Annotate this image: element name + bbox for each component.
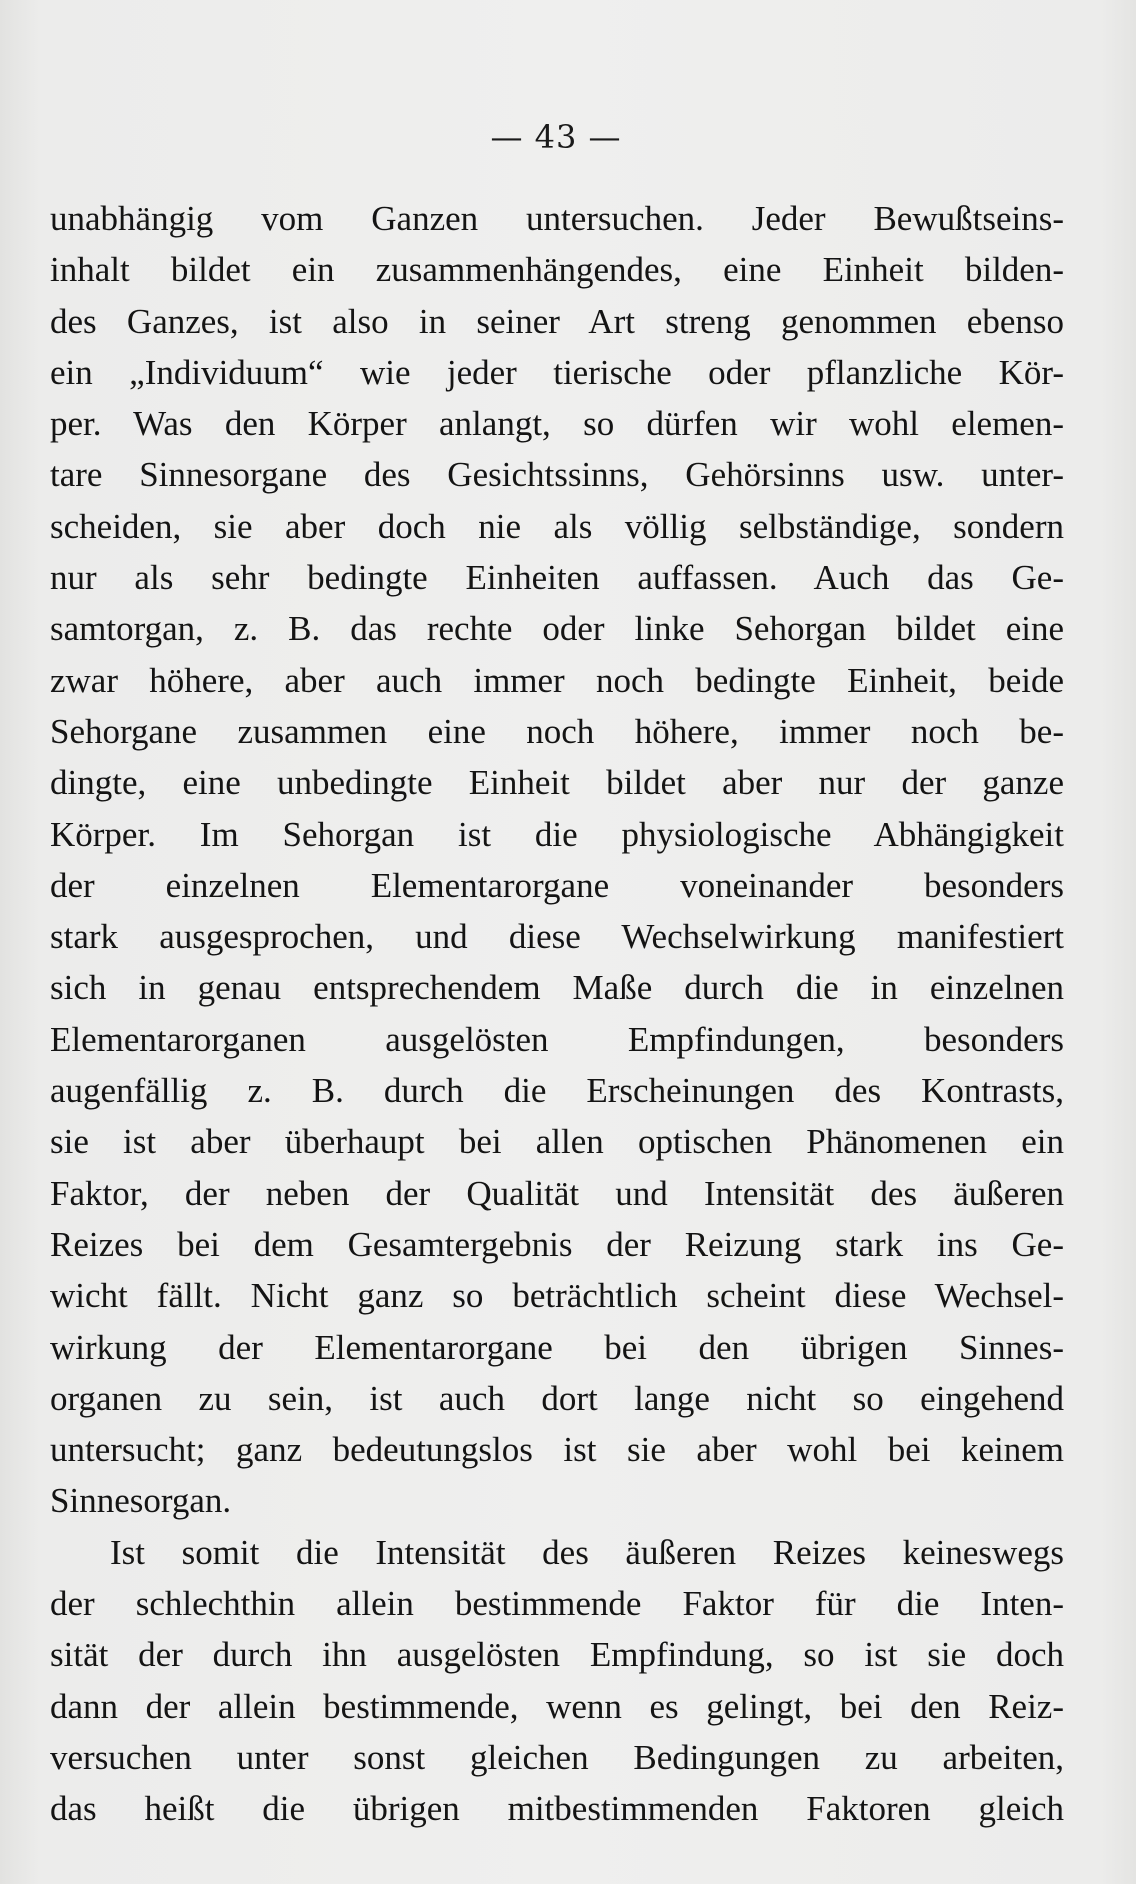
text-line: sie ist aber überhaupt bei allen optischen Phänomenen ein	[50, 1122, 1064, 1162]
text-line: Sehorgane zusammen eine noch höhere, immer noch be-	[50, 711, 1064, 751]
text-line: wirkung der Elementarorgane bei den übrigen Sinnes-	[50, 1327, 1064, 1367]
text-line: versuchen unter sonst gleichen Bedingungen zu arbeiten,	[50, 1737, 1064, 1777]
text-line: dann der allein bestimmende, wenn es gelingt, bei den Reiz-	[50, 1686, 1064, 1726]
text-line: samtorgan, z. B. das rechte oder linke Sehorgan bildet eine	[50, 609, 1064, 649]
text-line: sich in genau entsprechendem Maße durch die in einzelnen	[50, 968, 1064, 1008]
text-line: Sinnesorgan.	[50, 1481, 232, 1521]
text-line: des Ganzes, ist also in seiner Art streng genommen ebenso	[50, 301, 1064, 341]
text-line: der schlechthin allein bestimmende Faktor für die Inten-	[50, 1584, 1064, 1624]
text-line: untersucht; ganz bedeutungslos ist sie aber wohl bei keinem	[50, 1430, 1064, 1470]
text-line: inhalt bildet ein zusammenhängendes, eine Einheit bilden-	[50, 250, 1064, 290]
text-line: Körper. Im Sehorgan ist die physiologische Abhängigkeit	[50, 814, 1064, 854]
paragraph-2	[50, 1527, 1064, 1835]
text-line: ein „Individuum“ wie jeder tierische oder pflanzliche Kör-	[50, 352, 1064, 392]
text-line: wicht fällt. Nicht ganz so beträchtlich scheint diese Wechsel-	[50, 1276, 1064, 1316]
text-line: Ist somit die Intensität des äußeren Reizes keineswegs	[110, 1532, 1064, 1572]
text-line: sität der durch ihn ausgelösten Empfindung, so ist sie doch	[50, 1635, 1064, 1675]
text-line: organen zu sein, ist auch dort lange nicht so eingehend	[50, 1378, 1064, 1418]
text-line: dingte, eine unbedingte Einheit bildet aber nur der ganze	[50, 763, 1064, 803]
page-number: — 43 —	[490, 118, 622, 156]
text-line: scheiden, sie aber doch nie als völlig selbständige, sondern	[50, 506, 1064, 546]
text-line: augenfällig z. B. durch die Erscheinungen des Kontrasts,	[50, 1071, 1064, 1111]
paragraph-1	[50, 193, 1064, 1527]
text-line: das heißt die übrigen mitbestimmenden Faktoren gleich	[50, 1789, 1064, 1829]
text-line: unabhängig vom Ganzen untersuchen. Jeder Bewußtseins-	[50, 199, 1064, 238]
text-line: Reizes bei dem Gesamtergebnis der Reizung stark ins Ge-	[50, 1224, 1064, 1264]
text-line: per. Was den Körper anlangt, so dürfen wir wohl elemen-	[50, 404, 1064, 444]
body-text	[50, 193, 1064, 1835]
text-line: Faktor, der neben der Qualität und Intensität des äußeren	[50, 1173, 1064, 1213]
text-line: tare Sinnesorgane des Gesichtssinns, Gehörsinns usw. unter-	[50, 455, 1064, 495]
text-line: nur als sehr bedingte Einheiten auffassen. Auch das Ge-	[50, 558, 1064, 598]
text-line: zwar höhere, aber auch immer noch bedingte Einheit, beide	[50, 660, 1064, 700]
text-line: stark ausgesprochen, und diese Wechselwirkung manifestiert	[50, 917, 1064, 957]
text-line: Elementarorganen ausgelösten Empfindungen, besonders	[50, 1019, 1064, 1059]
text-line: der einzelnen Elementarorgane voneinander besonders	[50, 865, 1064, 905]
